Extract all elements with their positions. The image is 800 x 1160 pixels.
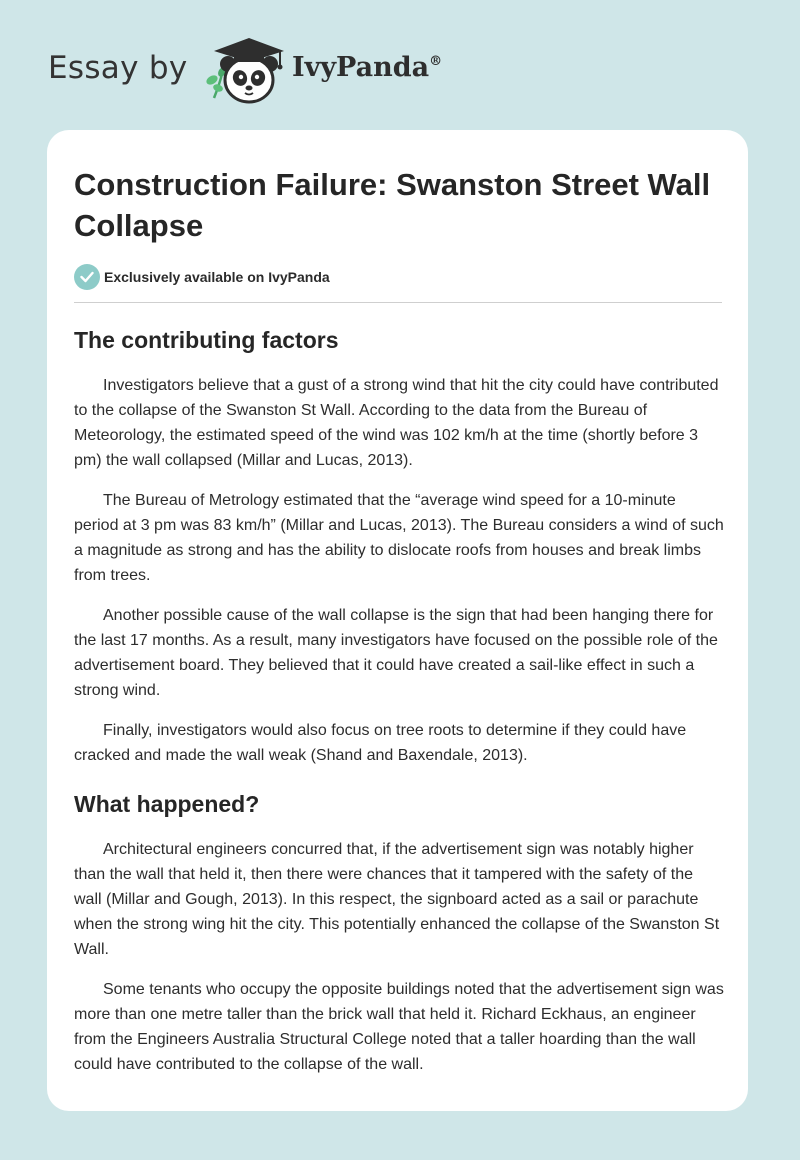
site-header (48, 36, 548, 108)
paragraph: Investigators believe that a gust of a strong wind that hit the city could have contributed to the collapse of the Swanston St Wall. According to the data from the Bureau of Meteorology, the estimated speed of the wind was 102 km/h at the time (shortly before 3 pm) the wall collapsed (Millar and Lucas, 2013). (74, 377, 719, 469)
paragraph: Finally, investigators would also focus on tree roots to determine if they could have cracked and made the wall weak (Shand and Baxendale, 2013). (74, 722, 687, 764)
paragraph: Some tenants who occupy the opposite buildings noted that the advertisement sign was more than one metre taller than the brick wall that held it. Richard Eckhaus, an engineer from the Engineers Australia Structural College noted that a taller hoarding than the wall could have contributed to the collapse of the wall. (74, 981, 724, 1073)
registered-mark: ® (429, 54, 443, 69)
section-heading: The contributing factors (74, 327, 339, 353)
essay-by-label: Essay by (48, 50, 188, 86)
panda-graduate-logo-icon[interactable] (200, 36, 292, 108)
exclusive-badge-text: Exclusively available on IvyPanda (104, 269, 330, 285)
essay-title: Construction Failure: Swanston Street Wall Collapse (74, 167, 711, 243)
paragraph: The Bureau of Metrology estimated that the “average wind speed for a 10-minute period at 3 pm was 83 km/h” (Millar and Lucas, 2013). The Bureau considers a wind of such a magnitude as strong and has the ability to dislocate roofs from houses and break limbs from trees. (74, 492, 724, 584)
check-icon (74, 264, 100, 290)
essay-body (74, 324, 724, 1092)
section-contributing-factors (74, 324, 724, 768)
title-divider (74, 302, 722, 303)
section-heading: What happened? (74, 791, 260, 817)
paragraph: Architectural engineers concurred that, if the advertisement sign was notably higher than the wall that held it, then there were chances that it tampered with the safety of the wall (Millar and Gough, 2013). In this respect, the signboard acted as a sail or parachute when the strong wing hit the city. This potentially enhanced the collapse of the Swanston St Wall. (74, 841, 720, 958)
essay-card (47, 130, 748, 1111)
brand-name[interactable]: IvyPanda® (292, 52, 443, 83)
paragraph: Another possible cause of the wall collapse is the sign that had been hanging there for the last 17 months. As a result, many investigators have focused on the possible role of the advertisement board. They believed that it could have created a sail-like effect in such a strong wind. (74, 607, 718, 699)
section-what-happened (74, 788, 724, 1077)
